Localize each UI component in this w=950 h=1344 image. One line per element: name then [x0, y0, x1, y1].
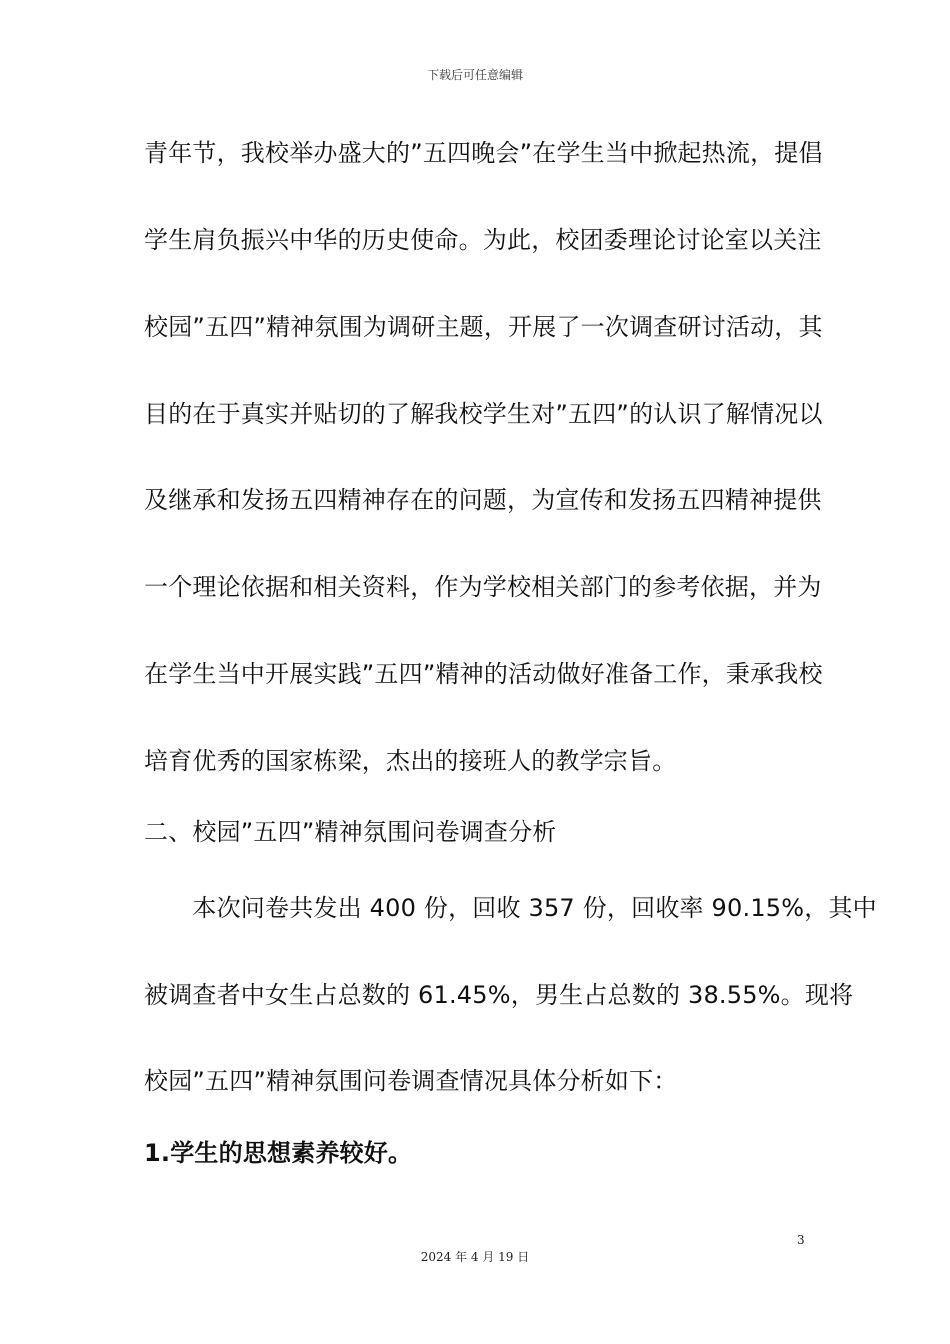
body-line: 校园”五四”精神氛围问卷调查情况具体分析如下：	[144, 1067, 678, 1095]
subsection-heading: 1.学生的思想素养较好。	[144, 1139, 413, 1167]
body-line: 在学生当中开展实践”五四”精神的活动做好准备工作，秉承我校	[144, 660, 823, 688]
section-heading: 二、校园”五四”精神氛围问卷调查分析	[144, 818, 557, 846]
body-line: 学生肩负振兴中华的历史使命。为此，校团委理论讨论室以关注	[144, 226, 822, 254]
body-line: 本次问卷共发出 400 份，回收 357 份，回收率 90.15%，其中	[144, 894, 877, 922]
body-line: 被调查者中女生占总数的 61.45%，男生占总数的 38.55%。现将	[144, 981, 854, 1009]
body-line: 培育优秀的国家栋梁，杰出的接班人的教学宗旨。	[144, 747, 677, 775]
body-line: 校园”五四”精神氛围为调研主题，开展了一次调查研讨活动，其	[144, 313, 823, 341]
body-line: 青年节，我校举办盛大的”五四晚会”在学生当中掀起热流，提倡	[144, 139, 823, 167]
body-line: 一个理论依据和相关资料，作为学校相关部门的参考依据，并为	[144, 573, 822, 601]
body-line: 及继承和发扬五四精神存在的问题，为宣传和发扬五四精神提供	[144, 486, 822, 514]
page-number: 3	[797, 1233, 805, 1247]
footer-date: 2024 年 4 月 19 日	[420, 1250, 530, 1264]
body-line: 目的在于真实并贴切的了解我校学生对”五四”的认识了解情况以	[144, 400, 823, 428]
page-header: 下载后可任意编辑	[426, 68, 523, 82]
